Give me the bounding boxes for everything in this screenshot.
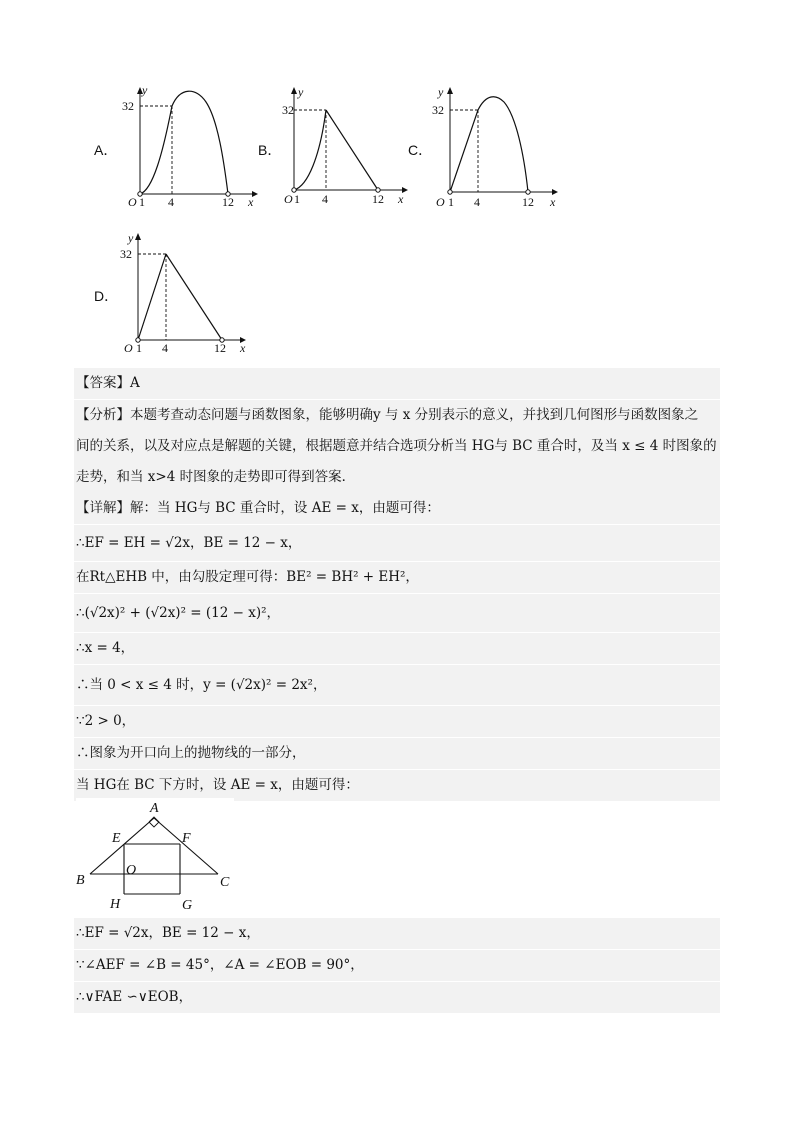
tick-1: 1 xyxy=(448,195,454,209)
tick-4: 4 xyxy=(474,195,480,209)
graph-option-b xyxy=(282,86,412,210)
tick-1: 1 xyxy=(136,341,142,354)
axis-x-label: x xyxy=(240,341,246,354)
detail-block-2 xyxy=(74,918,720,1013)
axis-y-label: y xyxy=(142,83,148,97)
detail-line-3: 在Rt△EHB 中，由勾股定理可得：BE² = BH² + EH²， xyxy=(74,561,720,593)
option-d-label: D． xyxy=(94,288,119,304)
tick-32: 32 xyxy=(120,247,132,261)
geometry-figure xyxy=(76,798,234,912)
option-a-label: A． xyxy=(94,142,118,158)
detail-line-10: ∴EF = √2x，BE = 12 − x， xyxy=(76,925,260,941)
tick-32: 32 xyxy=(122,99,134,113)
tick-12: 12 xyxy=(372,192,384,206)
detail-line-7: ∵2 > 0， xyxy=(74,705,720,737)
analysis-line-1: 【分析】本题考查动态问题与函数图象，能够明确y 与 x 分别表示的意义，并找到几何图形与函数图象之 xyxy=(74,399,720,431)
point-h-label: H xyxy=(110,897,121,912)
point-g-label: G xyxy=(182,898,193,912)
detail-line-5: ∴x = 4， xyxy=(74,632,720,664)
analysis-line-3: 走势，和当 x>4 时图象的走势即可得到答案． xyxy=(76,469,356,485)
tick-12: 12 xyxy=(214,341,226,354)
point-a-label: A xyxy=(150,801,159,816)
detail-line-9: 当 HG在 BC 下方时，设 AE = x，由题可得： xyxy=(74,769,720,801)
tick-4: 4 xyxy=(168,195,174,208)
detail-line-6: ∴当 0 < x ≤ 4 时，y = (√2x)² = 2x²， xyxy=(74,664,720,705)
origin-label: O xyxy=(284,192,293,206)
axis-y-label: y xyxy=(128,231,134,245)
answer-line: 【答案】A xyxy=(76,375,140,391)
graph-option-d xyxy=(118,228,252,354)
option-b-label: B． xyxy=(258,142,282,158)
point-f-label: F xyxy=(182,831,191,846)
detail-line-8: ∴图象为开口向上的抛物线的一部分， xyxy=(74,737,720,769)
tick-4: 4 xyxy=(162,341,168,354)
answer-analysis-block xyxy=(74,368,720,493)
detail-line-4: ∴(√2x)² + (√2x)² = (12 − x)²， xyxy=(74,593,720,632)
origin-label: O xyxy=(124,341,133,354)
tick-12: 12 xyxy=(222,195,234,208)
tick-4: 4 xyxy=(322,192,328,206)
axis-x-label: x xyxy=(248,195,254,208)
axis-y-label: y xyxy=(298,86,304,99)
tick-32: 32 xyxy=(432,103,444,117)
tick-1: 1 xyxy=(139,195,145,208)
point-o-label: O xyxy=(126,863,137,878)
tick-32: 32 xyxy=(282,103,294,117)
point-e-label: E xyxy=(112,831,121,846)
origin-label: O xyxy=(436,195,445,209)
graph-option-c xyxy=(428,84,562,210)
point-b-label: B xyxy=(76,873,85,888)
detail-line-12: ∴∨FAE ∽∨EOB， xyxy=(74,981,720,1013)
graph-option-a xyxy=(118,82,260,208)
analysis-line-2: 间的关系，以及对应点是解题的关键，根据题意并结合选项分析当 HG与 BC 重合时，及当 x ≤ 4 时图象的 xyxy=(76,438,717,454)
detail-line-11: ∵∠AEF = ∠B = 45°，∠A = ∠EOB = 90°， xyxy=(74,949,720,981)
detail-line-2: ∴EF = EH = √2x，BE = 12 − x， xyxy=(74,524,720,561)
axis-y-label: y xyxy=(438,85,444,99)
detail-block-1 xyxy=(74,492,720,801)
axis-x-label: x xyxy=(550,195,556,209)
detail-line-1: 【详解】解：当 HG与 BC 重合时，设 AE = x，由题可得： xyxy=(76,500,440,516)
option-c-label: C． xyxy=(408,142,433,158)
axis-x-label: x xyxy=(398,192,404,206)
tick-12: 12 xyxy=(522,195,534,209)
tick-1: 1 xyxy=(294,192,300,206)
origin-label: O xyxy=(128,195,137,208)
point-c-label: C xyxy=(220,875,230,890)
